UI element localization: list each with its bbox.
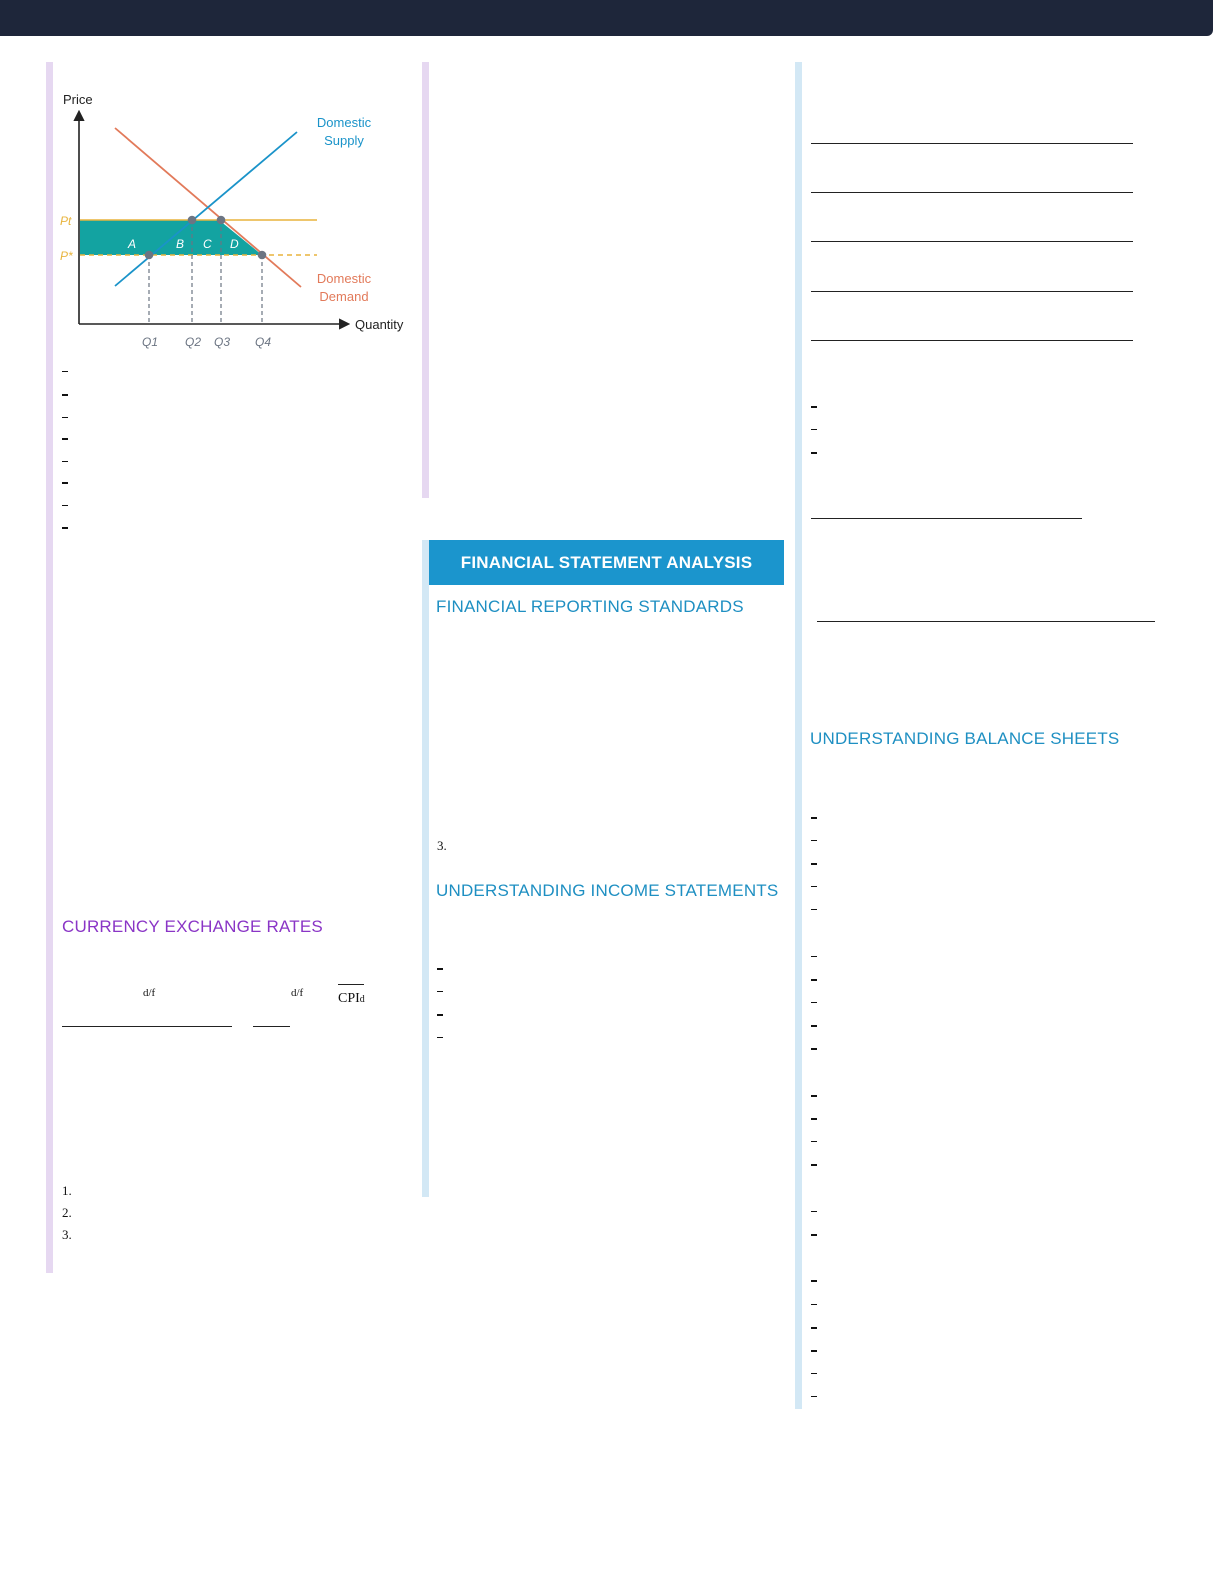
- point-q2: [188, 216, 197, 225]
- bullet-dash: [62, 371, 68, 372]
- bullet-dash: [811, 1280, 817, 1282]
- bullet-dash: [62, 461, 68, 462]
- supply-curve: [115, 132, 297, 286]
- tariff-supply-demand-chart: [56, 88, 414, 350]
- formula-sub-1: d/f: [143, 987, 156, 999]
- top-bar: [0, 0, 1213, 36]
- bullet-dash: [811, 886, 817, 887]
- bullet-dash: [811, 1095, 817, 1097]
- bullet-dash: [62, 438, 68, 440]
- region-a: A: [128, 237, 137, 251]
- bullet-dash: [811, 1118, 817, 1120]
- bullet-dash: [62, 394, 68, 396]
- tick-q1: Q1: [142, 335, 159, 349]
- tick-q2: Q2: [185, 335, 202, 349]
- bullet-dash: [811, 1373, 817, 1374]
- formula-cpi: [338, 991, 365, 1007]
- rule-line: [811, 518, 1082, 519]
- price-label-pstar: P*: [60, 249, 73, 263]
- region-d: D: [230, 237, 239, 251]
- numbered-item-3: 3.: [62, 1227, 72, 1242]
- x-axis-label: Quantity: [355, 317, 404, 332]
- bullet-dash: [811, 1327, 817, 1329]
- region-c: C: [203, 237, 212, 251]
- bullet-dash: [811, 956, 817, 957]
- formula-sub-2: d/f: [291, 987, 304, 999]
- bullet-dash: [811, 979, 817, 981]
- bullet-dash: [62, 417, 68, 418]
- region-b: B: [176, 237, 185, 251]
- income-statements-title: UNDERSTANDING INCOME STATEMENTS: [436, 881, 779, 900]
- bullet-dash: [811, 840, 817, 841]
- rule-line: [811, 143, 1133, 144]
- rule-line: [817, 621, 1155, 622]
- bullet-dash: [811, 1234, 817, 1236]
- bullet-dash: [62, 527, 68, 529]
- point-q3: [217, 216, 226, 225]
- point-q1: [145, 251, 154, 260]
- numbered-item-2: 2.: [62, 1205, 72, 1220]
- demand-label-line2: Demand: [319, 289, 369, 304]
- bullet-dash: [811, 1048, 817, 1050]
- bullet-dash: [811, 863, 817, 865]
- bullet-dash: [62, 505, 68, 506]
- currency-exchange-rates-title: CURRENCY EXCHANGE RATES: [62, 917, 323, 936]
- bullet-dash: [62, 482, 68, 484]
- bullet-dash: [811, 1304, 817, 1305]
- balance-sheets-title: UNDERSTANDING BALANCE SHEETS: [810, 729, 1120, 748]
- price-label-pt: Pt: [60, 214, 72, 228]
- bullet-dash: [437, 1037, 443, 1038]
- left-column-rule: [46, 62, 53, 1273]
- rule-line: [811, 340, 1133, 341]
- bullet-dash: [811, 429, 817, 430]
- formula-underline: [62, 1026, 232, 1027]
- formula-fraction-bar: [338, 984, 364, 985]
- bullet-dash: [811, 909, 817, 910]
- bullet-dash: [811, 406, 817, 408]
- bullet-dash: [437, 1014, 443, 1016]
- rule-line: [811, 291, 1133, 292]
- tick-q4: Q4: [255, 335, 272, 349]
- supply-label-line1: Domestic: [316, 115, 372, 130]
- middle-column-rule-top: [422, 62, 429, 498]
- bullet-dash: [811, 1164, 817, 1166]
- bullet-dash: [811, 1141, 817, 1142]
- bullet-dash: [811, 1025, 817, 1027]
- supply-label-line2: Supply: [324, 133, 364, 148]
- y-axis-label: Price: [63, 92, 93, 107]
- tick-q3: Q3: [214, 335, 231, 349]
- bullet-dash: [437, 991, 443, 992]
- bullet-dash: [811, 1350, 817, 1352]
- bullet-dash: [811, 452, 817, 454]
- financial-reporting-standards-title: FINANCIAL REPORTING STANDARDS: [436, 597, 744, 616]
- bullet-dash: [437, 968, 443, 970]
- numbered-item-1: 1.: [62, 1183, 72, 1198]
- rule-line: [811, 192, 1133, 193]
- formula-cpi-text: CPI: [338, 991, 360, 1006]
- right-column-rule: [795, 62, 802, 1409]
- point-q4: [258, 251, 267, 260]
- reporting-item-3: 3.: [437, 838, 447, 853]
- bullet-dash: [811, 1002, 817, 1003]
- bullet-dash: [811, 1396, 817, 1397]
- rule-line: [811, 241, 1133, 242]
- demand-label-line1: Domestic: [316, 271, 372, 286]
- formula-cpi-sub: d: [359, 994, 365, 1005]
- bullet-dash: [811, 1211, 817, 1212]
- formula-underline-2: [253, 1026, 290, 1027]
- financial-statement-analysis-banner: FINANCIAL STATEMENT ANALYSIS: [429, 540, 784, 585]
- bullet-dash: [811, 817, 817, 819]
- middle-column-rule-bottom: [422, 540, 429, 1197]
